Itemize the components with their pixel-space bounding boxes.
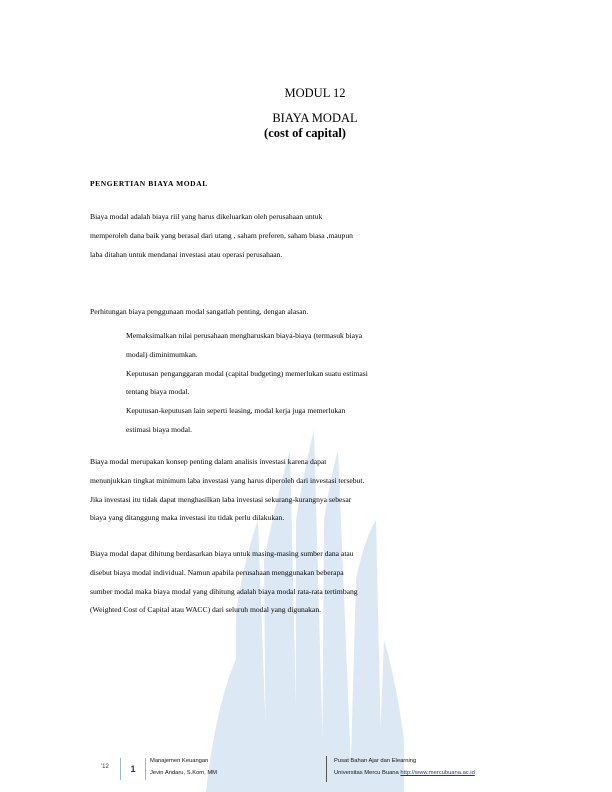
paragraph-line: memperoleh dana baik yang berasal dari utang , saham preferen, saham biasa ,maupun — [90, 230, 353, 240]
page-subtitle: (cost of capital) — [264, 126, 346, 140]
paragraph-line: Perhitungan biaya penggunaan modal sangatlah penting, dengan alasan. — [90, 307, 309, 316]
module-number: MODUL 12 — [284, 86, 346, 100]
page-title: BIAYA MODAL — [272, 111, 358, 125]
footer-course: Manajemen Keuangan — [150, 758, 209, 764]
paragraph-line: sumber modal maka biaya modal yang dihitung adalah biaya modal rata-rata tertimbang — [90, 586, 358, 596]
footer-university: Universitas Mercu Buana — [334, 770, 399, 776]
paragraph-wacc — [90, 545, 520, 620]
paragraph-line: Biaya modal adalah biaya riil yang harus dikeluarkan oleh perusahaan untuk — [90, 212, 323, 221]
list-item: Memaksimalkan nilai perusahaan mengharuskan biaya-biaya (termasuk biaya — [126, 331, 363, 340]
list-item: Keputusan-keputusan lain seperti leasing, modal kerja juga memerlukan — [126, 406, 346, 416]
list-item: tentang biaya modal. — [126, 387, 190, 397]
paragraph-concept — [90, 453, 520, 528]
footer-author: Jevin Andaru, S.Kom, MM — [150, 770, 218, 776]
list-item: Keputusan penganggaran modal (capital budgeting) memerlukan suatu estimasi — [126, 368, 368, 378]
page-footer — [0, 752, 612, 792]
paragraph-line: (Weighted Cost of Capital atau WACC) dari seluruh modal yang digunakan. — [90, 605, 322, 615]
page-number: 1 — [120, 758, 146, 780]
paragraph-line: Biaya modal dapat dihitung berdasarkan biaya untuk masing-masing sumber dana atau — [90, 549, 354, 558]
footer-divider — [326, 756, 327, 782]
paragraph-line: laba ditahan untuk mendanai investasi atau operasi perusahaan. — [90, 249, 283, 259]
footer-code: '12 — [101, 764, 109, 770]
list-item: modal) diminimumkan. — [126, 349, 198, 359]
paragraph-line: menunjukkan tingkat minimum laba investasi yang harus diperoleh dari investasi tersebut. — [90, 475, 365, 485]
paragraph-line: Biaya modal merupakan konsep penting dalam analisis investasi karena dapat — [90, 457, 327, 466]
paragraph-definition — [90, 208, 520, 264]
section-heading: PENGERTIAN BIAYA MODAL — [90, 179, 208, 188]
reason-list — [126, 327, 426, 440]
paragraph-line: biaya yang ditanggung maka investasi itu tidak perlu dilakukan. — [90, 513, 285, 523]
footer-university-line — [334, 770, 475, 776]
footer-center: Pusat Bahan Ajar dan Elearning — [334, 758, 417, 764]
footer-link[interactable]: http://www.mercubuana.ac.id — [400, 770, 475, 776]
paragraph-line: Jika investasi itu tidak dapat menghasilkan laba investasi sekurang-kurangnya sebesar — [90, 494, 352, 504]
list-item: estimasi biaya modal. — [126, 424, 193, 434]
paragraph-line: disebut biaya modal individual. Namun apabila perusahaan menggunakan beberapa — [90, 567, 344, 577]
paragraph-importance — [90, 303, 520, 322]
